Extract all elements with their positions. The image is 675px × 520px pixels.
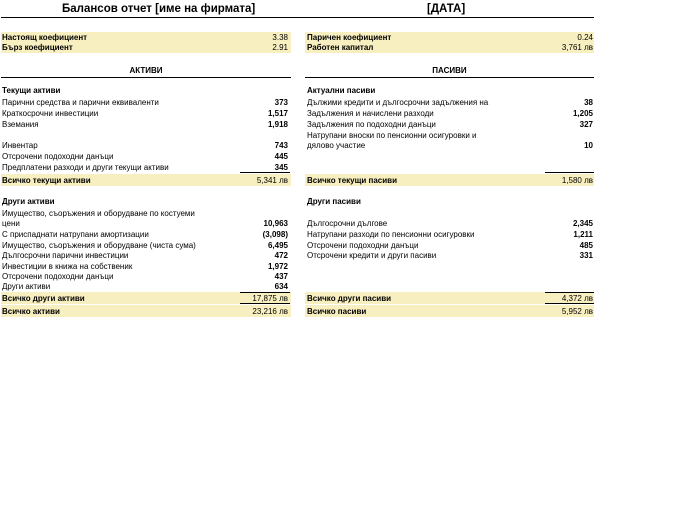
row-value: 1,517 <box>267 109 288 118</box>
row-value: 10 <box>584 141 593 150</box>
row-value: 445 <box>274 152 288 161</box>
other-assets-title <box>2 196 288 207</box>
row-label: С приспаднати натрупани амортизации <box>2 230 149 239</box>
row-label: Имущество, съоръжения и оборудване по костуеми <box>2 209 195 218</box>
row-value: 373 <box>274 98 288 107</box>
current-liabilities-title <box>307 85 593 96</box>
row-value: 634 <box>274 282 288 291</box>
ratio-label: Бърз коефициент <box>2 43 73 52</box>
table-row <box>2 250 288 261</box>
row-value: 485 <box>579 241 593 250</box>
row-value: 38 <box>584 98 593 107</box>
row-value: 1,205 <box>572 109 593 118</box>
ratio-value: 2.91 <box>272 43 288 52</box>
company-title[interactable]: Балансов отчет [име на фирмата] <box>62 3 256 15</box>
title-underline <box>1 17 594 18</box>
row-label: Натрупани вноски по пенсионни осигуровки и <box>307 131 477 140</box>
ratio-value: 0.24 <box>577 33 593 42</box>
total-label: Всичко текущи активи <box>2 176 91 185</box>
row-value: 327 <box>579 120 593 129</box>
total-value: 17,875 лв <box>252 294 288 303</box>
table-row <box>307 218 593 229</box>
row-label: Парични средства и парични еквиваленти <box>2 98 159 107</box>
ratio-label: Работен капитал <box>307 43 374 52</box>
liabilities-heading: ПАСИВИ <box>432 66 467 75</box>
row-value: 10,963 <box>263 219 288 228</box>
section-title-text: Други пасиви <box>307 197 361 206</box>
row-value: (3,098) <box>262 230 288 239</box>
table-row <box>307 140 593 151</box>
subtotal-rule <box>545 172 594 173</box>
other-liabilities-title <box>307 196 593 207</box>
total-value: 5,952 лв <box>561 307 593 316</box>
table-row <box>2 140 288 151</box>
row-label: Задължения по подоходни данъци <box>307 120 436 129</box>
table-row <box>2 97 288 108</box>
table-row <box>307 229 593 240</box>
total-value: 5,341 лв <box>256 176 288 185</box>
ratio-value: 3,761 лв <box>561 43 593 52</box>
current-assets-title <box>2 85 288 96</box>
row-label: Дългосрочни парични инвестиции <box>2 251 129 260</box>
row-label: Вземания <box>2 120 39 129</box>
total-value: 4,372 лв <box>561 294 593 303</box>
ratio-label: Настоящ коефициент <box>2 33 88 42</box>
section-title-text: Актуални пасиви <box>307 86 376 95</box>
table-row <box>2 151 288 162</box>
row-label: Дължими кредити и дългосрочни задължения на <box>307 98 489 107</box>
total-label: Всичко текущи пасиви <box>307 176 397 185</box>
current-assets-total <box>2 175 288 186</box>
row-label: Инвестиции в книжа на собственик <box>2 262 133 271</box>
row-label: Инвентар <box>2 141 38 150</box>
table-row <box>2 119 288 130</box>
total-value: 23,216 лв <box>252 307 288 316</box>
current-liabilities-total <box>307 175 593 186</box>
row-value: 1,972 <box>267 262 288 271</box>
assets-grand-total <box>2 306 288 317</box>
ratio-row <box>2 42 288 53</box>
section-title-text: Други активи <box>2 197 55 206</box>
subtotal-rule <box>240 303 290 304</box>
total-label: Всичко активи <box>2 307 60 316</box>
row-value: 2,345 <box>572 219 593 228</box>
row-label: цени <box>2 219 20 228</box>
table-row <box>2 281 288 292</box>
date-label[interactable]: [ДАТА] <box>427 3 466 15</box>
row-value: 345 <box>274 163 288 172</box>
table-row <box>307 250 593 261</box>
total-label: Всичко други активи <box>2 294 85 303</box>
table-row <box>307 119 593 130</box>
row-label: Отсрочени подоходни данъци <box>307 241 419 250</box>
ratio-label: Паричен коефициент <box>307 33 392 42</box>
total-label: Всичко пасиви <box>307 307 367 316</box>
row-label: Краткосрочни инвестиции <box>2 109 99 118</box>
row-value: 6,495 <box>267 241 288 250</box>
assets-heading-rule <box>1 77 291 78</box>
row-label: Отсрочени подоходни данъци <box>2 152 114 161</box>
table-row <box>307 97 593 108</box>
ratio-value: 3.38 <box>272 33 288 42</box>
row-value: 1,211 <box>573 230 593 239</box>
total-value: 1,580 лв <box>561 176 593 185</box>
assets-heading: АКТИВИ <box>129 66 163 75</box>
liabilities-grand-total <box>307 306 593 317</box>
row-label: Отсрочени кредити и други пасиви <box>307 251 437 260</box>
row-value: 743 <box>274 141 288 150</box>
row-label: дялово участие <box>307 141 366 150</box>
row-label: Дългосрочни дългове <box>307 219 388 228</box>
row-label: Задължения и начислени разходи <box>307 109 434 118</box>
row-label: Натрупани разходи по пенсионни осигуровки <box>307 230 475 239</box>
row-value: 1,918 <box>267 120 288 129</box>
subtotal-rule <box>545 303 594 304</box>
table-row <box>2 218 288 229</box>
row-value: 437 <box>274 272 288 281</box>
row-label: Отсрочени подоходни данъци <box>2 272 114 281</box>
table-row <box>2 229 288 240</box>
row-label: Имущество, съоръжения и оборудване (чиста сума) <box>2 241 196 250</box>
section-title-text: Текущи активи <box>2 86 61 95</box>
row-value: 331 <box>579 251 593 260</box>
table-row <box>2 108 288 119</box>
row-label: Други активи <box>2 282 51 291</box>
row-label: Предплатени разходи и други текущи активи <box>2 163 169 172</box>
total-label: Всичко други пасиви <box>307 294 392 303</box>
liabilities-heading-rule <box>305 77 594 78</box>
table-row <box>307 108 593 119</box>
row-value: 472 <box>274 251 288 260</box>
ratio-row <box>307 42 593 53</box>
subtotal-rule <box>240 172 290 173</box>
